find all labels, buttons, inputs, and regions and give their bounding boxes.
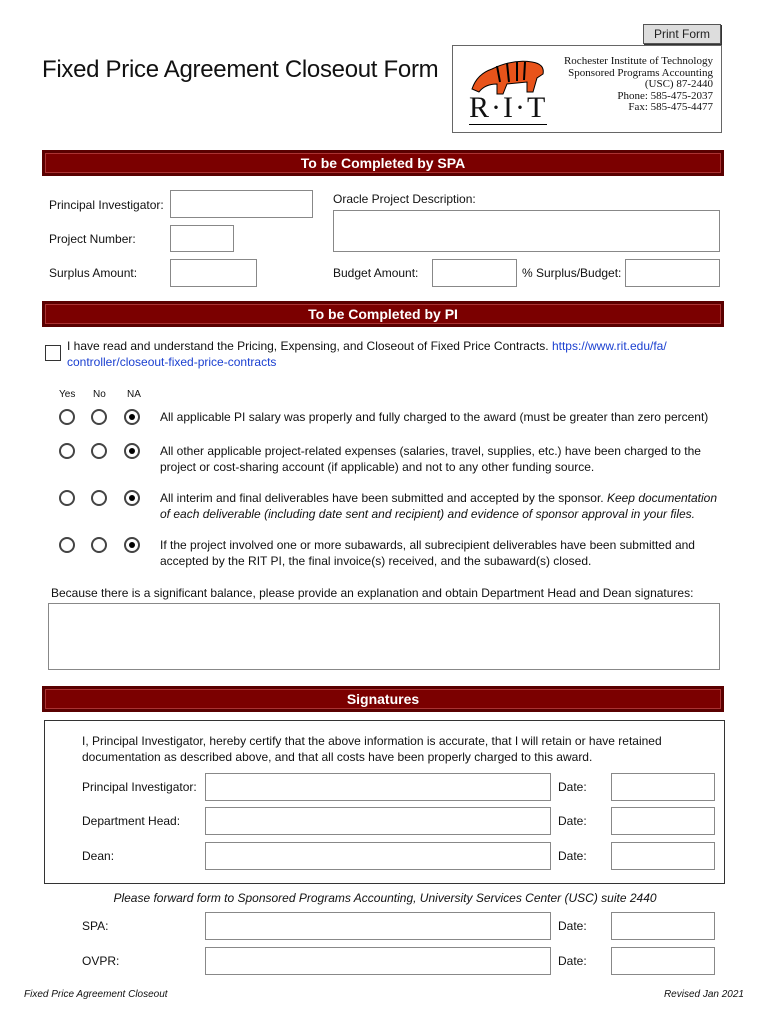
rit-logo-text: R·I·T <box>469 91 548 124</box>
item4-yes-radio[interactable] <box>59 537 75 553</box>
item4-na-radio[interactable] <box>124 537 140 553</box>
sig-spa-input[interactable] <box>205 912 551 940</box>
pi-label: Principal Investigator: <box>49 198 164 212</box>
item4-no-radio[interactable] <box>91 537 107 553</box>
item2-no-radio[interactable] <box>91 443 107 459</box>
checklist-item <box>160 537 725 569</box>
logo-line: (USC) 87-2440 <box>644 78 713 90</box>
logo-line: Sponsored Programs Accounting <box>568 66 713 79</box>
sig-dean-input[interactable] <box>205 842 551 870</box>
surplus-budget-label: % Surplus/Budget: <box>522 266 622 280</box>
budget-amount-input[interactable] <box>432 259 517 287</box>
surplus-amount-input[interactable] <box>170 259 257 287</box>
sig-dean-date-label: Date: <box>558 849 587 863</box>
logo-line: Phone: 585-475-2037 <box>617 89 713 102</box>
tiger-icon <box>467 54 547 96</box>
sig-dean-label: Dean: <box>82 849 115 863</box>
col-na-label: NA <box>127 389 141 400</box>
explanation-label: Because there is a significant balance, please provide an explanation and obtain Department Head and Dean signatures: <box>51 586 694 600</box>
item-text: All other applicable project-related expenses (salaries, travel, supplies, etc.) have been charged to the project or cost-sharing account (if applicable) and not to any other funding source. <box>160 444 701 474</box>
forward-note: Please forward form to Sponsored Programs Accounting, University Services Center (USC) suite 2440 <box>113 891 657 905</box>
pi-input[interactable] <box>170 190 313 218</box>
logo-line: Fax: 585-475-4477 <box>628 101 713 113</box>
pi-section-header: To be Completed by PI <box>42 301 724 327</box>
sig-pi-date-input[interactable] <box>611 773 715 801</box>
item1-na-radio[interactable] <box>124 409 140 425</box>
oracle-description-label: Oracle Project Description: <box>333 192 476 206</box>
closeout-link-cont[interactable]: controller/closeout-fixed-price-contracts <box>67 355 277 369</box>
item-text: If the project involved one or more subawards, all subrecipient deliverables have been submitted and accepted by the RIT PI, the final invoice(s) received, and the subaward(s) closed. <box>160 538 695 568</box>
col-yes-label: Yes <box>59 389 76 400</box>
closeout-link[interactable]: https://www.rit.edu/fa/ <box>551 339 667 353</box>
rit-logo-box <box>452 45 722 133</box>
signatures-section-header: Signatures <box>42 686 724 712</box>
surplus-amount-label: Surplus Amount: <box>49 266 138 280</box>
certification-text: I, Principal Investigator, hereby certify that the above information is accurate, that I will retain or have retained documentation as described above, and that all costs have been properly charged to this award. <box>82 734 662 764</box>
sig-spa-date-input[interactable] <box>611 912 715 940</box>
checklist-item <box>160 490 725 522</box>
logo-line: Rochester Institute of Technology <box>563 55 713 67</box>
footer-title: Fixed Price Agreement Closeout <box>24 989 168 1000</box>
item-text: All interim and final deliverables have been submitted and accepted by the sponsor. <box>160 491 607 505</box>
item3-no-radio[interactable] <box>91 490 107 506</box>
sig-pi-input[interactable] <box>205 773 551 801</box>
item-italic-text: Keep documentation of each deliverable (including date sent and recipient) and evidence of sponsor approval in your files. <box>160 491 718 521</box>
oracle-description-input[interactable] <box>333 210 720 252</box>
spa-section-header: To be Completed by SPA <box>42 150 724 176</box>
item1-yes-radio[interactable] <box>59 409 75 425</box>
surplus-budget-input[interactable] <box>625 259 720 287</box>
sig-dept-head-date-input[interactable] <box>611 807 715 835</box>
sig-dean-date-input[interactable] <box>611 842 715 870</box>
checklist-item <box>160 443 725 475</box>
budget-amount-label: Budget Amount: <box>333 266 419 280</box>
sig-ovpr-input[interactable] <box>205 947 551 975</box>
project-number-input[interactable] <box>170 225 234 252</box>
col-no-label: No <box>93 389 106 400</box>
item3-na-radio[interactable] <box>124 490 140 506</box>
item3-yes-radio[interactable] <box>59 490 75 506</box>
item-text: All applicable PI salary was properly and fully charged to the award (must be greater than zero percent) <box>160 410 709 424</box>
sig-dept-head-date-label: Date: <box>558 814 587 828</box>
footer-revised: Revised Jan 2021 <box>663 989 744 1000</box>
acknowledge-checkbox[interactable] <box>45 345 61 361</box>
sig-ovpr-label: OVPR: <box>82 954 120 968</box>
explanation-input[interactable] <box>48 603 720 670</box>
acknowledge-text: I have read and understand the Pricing, Expensing, and Closeout of Fixed Price Contracts. <box>67 339 549 353</box>
sig-dept-head-label: Department Head: <box>82 814 181 828</box>
item2-yes-radio[interactable] <box>59 443 75 459</box>
sig-pi-date-label: Date: <box>558 780 587 794</box>
sig-ovpr-date-label: Date: <box>558 954 587 968</box>
sig-ovpr-date-input[interactable] <box>611 947 715 975</box>
sig-pi-label: Principal Investigator: <box>82 780 197 794</box>
sig-spa-label: SPA: <box>82 919 109 933</box>
sig-dept-head-input[interactable] <box>205 807 551 835</box>
page-title: Fixed Price Agreement Closeout Form <box>42 56 439 83</box>
sig-spa-date-label: Date: <box>558 919 587 933</box>
project-number-label: Project Number: <box>49 232 136 246</box>
print-form-button[interactable]: Print Form <box>643 24 721 44</box>
item1-no-radio[interactable] <box>91 409 107 425</box>
item2-na-radio[interactable] <box>124 443 140 459</box>
checklist-item <box>160 409 725 425</box>
